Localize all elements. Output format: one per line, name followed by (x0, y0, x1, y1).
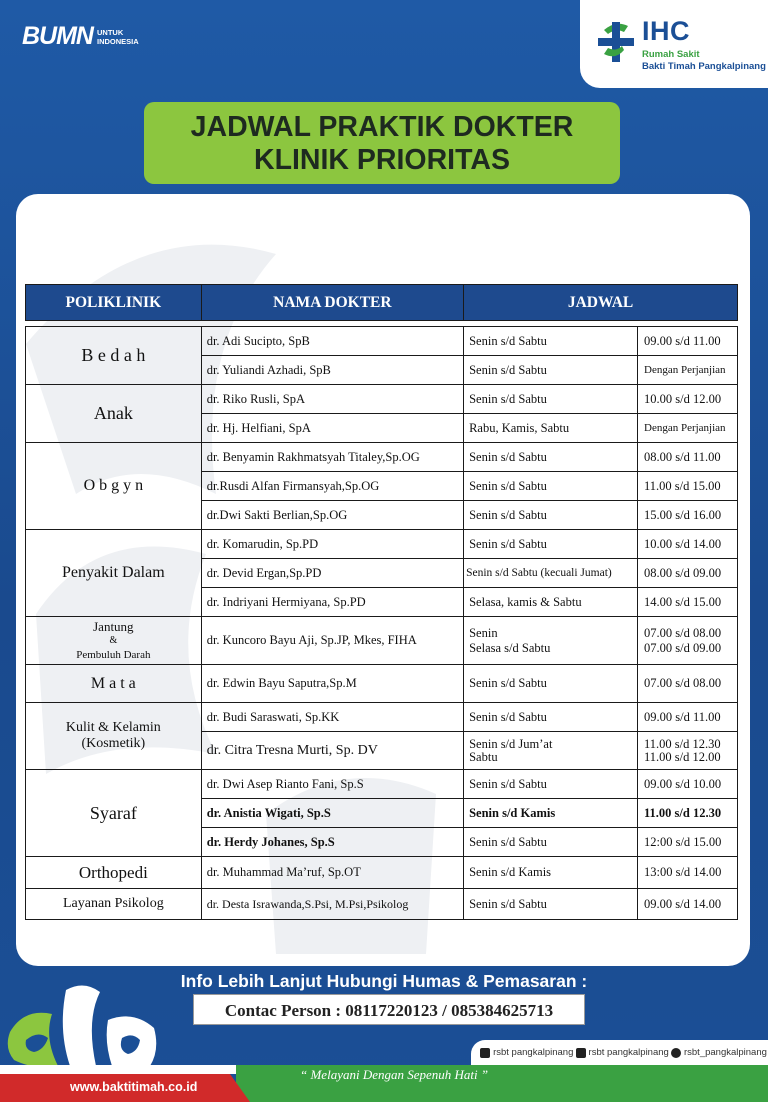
schedule-time: 08.00 s/d 09.00 (638, 559, 738, 588)
schedule-days: Senin s/d Sabtu (464, 665, 638, 703)
table-row (26, 443, 738, 472)
schedule-time: 12:00 s/d 15.00 (638, 828, 738, 857)
schedule-time: 09.00 s/d 10.00 (638, 770, 738, 799)
social-instagram-label: rsbt_pangkalpinang (683, 1047, 767, 1058)
social-instagram[interactable] (671, 1047, 767, 1058)
poli-jantung (26, 617, 202, 665)
schedule-time (638, 617, 738, 665)
website-link[interactable]: www.baktitimah.co.id (70, 1080, 198, 1094)
schedule-days: Senin s/d Sabtu (464, 356, 638, 385)
schedule-time: 10.00 s/d 12.00 (638, 385, 738, 414)
table-row (26, 770, 738, 799)
schedule-time: 14.00 s/d 15.00 (638, 588, 738, 617)
table-row (26, 665, 738, 703)
schedule-time: 07.00 s/d 08.00 (638, 665, 738, 703)
table-row (26, 889, 738, 920)
title-line-1: JADWAL PRAKTIK DOKTER (190, 111, 574, 143)
schedule-days: Senin s/d Sabtu (464, 501, 638, 530)
page-title (144, 102, 620, 184)
schedule-time: 11.00 s/d 12.30 (638, 799, 738, 828)
table-row (26, 530, 738, 559)
poli-mata: M a t a (26, 665, 202, 703)
youtube-icon (480, 1048, 490, 1058)
social-youtube[interactable] (480, 1047, 573, 1058)
schedule-days-2: Selasa s/d Sabtu (469, 640, 551, 655)
poli-obgyn: O b g y n (26, 443, 202, 530)
doctor-name: dr. Anistia Wigati, Sp.S (201, 799, 463, 828)
doctor-name: dr. Benyamin Rakhmatsyah Titaley,Sp.OG (201, 443, 463, 472)
bumn-sub (97, 28, 139, 46)
social-youtube-label: rsbt pangkalpinang (493, 1047, 574, 1058)
schedule-days (464, 617, 638, 665)
instagram-icon (671, 1048, 681, 1058)
doctor-name: dr. Desta Israwanda,S.Psi, M.Psi,Psikolog (201, 889, 463, 920)
doctor-name: dr. Riko Rusli, SpA (201, 385, 463, 414)
ihc-sub-2: Bakti Timah Pangkalpinang (642, 61, 766, 72)
poli-bedah: B e d a h (26, 327, 202, 385)
schedule-days: Senin s/d Sabtu (464, 828, 638, 857)
schedule-days: Senin s/d Kamis (464, 799, 638, 828)
schedule-time-1: 11.00 s/d 12.30 (644, 736, 721, 751)
schedule-time: Dengan Perjanjian (638, 414, 738, 443)
schedule-days: Senin s/d Sabtu (464, 889, 638, 920)
schedule-time: 09.00 s/d 11.00 (638, 327, 738, 356)
table-row (26, 857, 738, 889)
schedule-days (464, 732, 638, 770)
poli-anak: Anak (26, 385, 202, 443)
schedule-time: Dengan Perjanjian (638, 356, 738, 385)
schedule-time: 11.00 s/d 15.00 (638, 472, 738, 501)
schedule-days: Senin s/d Sabtu (464, 703, 638, 732)
contact-person: Contac Person : 08117220123 / 085384625713 (193, 994, 585, 1025)
info-text: Info Lebih Lanjut Hubungi Humas & Pemasaran : (180, 971, 588, 991)
schedule-time: 09.00 s/d 14.00 (638, 889, 738, 920)
table-header-row (26, 285, 738, 321)
doctor-name: dr. Adi Sucipto, SpB (201, 327, 463, 356)
schedule-time: 15.00 s/d 16.00 (638, 501, 738, 530)
schedule-days: Senin s/d Sabtu (kecuali Jumat) (464, 559, 638, 588)
header-jadwal: JADWAL (464, 285, 738, 321)
doctor-name: dr.Dwi Sakti Berlian,Sp.OG (201, 501, 463, 530)
schedule-time: 09.00 s/d 11.00 (638, 703, 738, 732)
title-line-2: KLINIK PRIORITAS (254, 144, 510, 176)
social-facebook-label: rsbt pangkalpinang (588, 1047, 669, 1058)
doctor-name: dr. Budi Saraswati, Sp.KK (201, 703, 463, 732)
doctor-name: dr. Edwin Bayu Saputra,Sp.M (201, 665, 463, 703)
ihc-cross-icon (594, 16, 638, 66)
schedule-days: Selasa, kamis & Sabtu (464, 588, 638, 617)
doctor-name: dr. Hj. Helfiani, SpA (201, 414, 463, 443)
social-bar (471, 1040, 768, 1065)
poli-syaraf: Syaraf (26, 770, 202, 857)
schedule-time-2: 07.00 s/d 09.00 (644, 640, 722, 655)
poli-orthopedi: Orthopedi (26, 857, 202, 889)
doctor-name: dr. Devid Ergan,Sp.PD (201, 559, 463, 588)
schedule-time (638, 732, 738, 770)
schedule-days: Senin s/d Kamis (464, 857, 638, 889)
schedule-card (16, 194, 750, 966)
table-row (26, 327, 738, 356)
poli-jantung-line-3: Pembuluh Darah (76, 648, 151, 661)
table-row (26, 703, 738, 732)
schedule-days: Senin s/d Sabtu (464, 530, 638, 559)
doctor-name: dr. Komarudin, Sp.PD (201, 530, 463, 559)
ihc-sub-1: Rumah Sakit (642, 49, 700, 60)
schedule-time-2: 11.00 s/d 12.00 (644, 749, 721, 764)
facebook-icon (576, 1048, 586, 1058)
bumn-logo (22, 22, 139, 51)
header-nama-dokter: NAMA DOKTER (201, 285, 463, 321)
doctor-name: dr. Dwi Asep Rianto Fani, Sp.S (201, 770, 463, 799)
schedule-time: 13:00 s/d 14.00 (638, 857, 738, 889)
ihc-logo-box (580, 0, 768, 88)
schedule-days-2: Sabtu (469, 749, 498, 764)
schedule-days-1: Senin s/d Jum’at (469, 736, 553, 751)
doctor-name: dr. Muhammad Ma’ruf, Sp.OT (201, 857, 463, 889)
poli-jantung-line-1: Jantung (93, 618, 134, 634)
bumn-word: BUMN (22, 22, 93, 50)
schedule-days: Senin s/d Sabtu (464, 770, 638, 799)
table-row (26, 385, 738, 414)
header-poliklinik: POLIKLINIK (26, 285, 202, 321)
schedule-days: Senin s/d Sabtu (464, 472, 638, 501)
poli-kulit-kelamin (26, 703, 202, 770)
schedule-time-1: 07.00 s/d 08.00 (644, 625, 722, 640)
schedule-table (25, 284, 738, 920)
schedule-time: 08.00 s/d 11.00 (638, 443, 738, 472)
doctor-name: dr. Citra Tresna Murti, Sp. DV (201, 732, 463, 770)
table-row (26, 617, 738, 665)
doctor-name: dr.Rusdi Alfan Firmansyah,Sp.OG (201, 472, 463, 501)
schedule-days: Senin s/d Sabtu (464, 385, 638, 414)
doctor-name: dr. Indriyani Hermiyana, Sp.PD (201, 588, 463, 617)
ihc-name: IHC (642, 16, 690, 46)
bumn-sub-2: INDONESIA (97, 36, 139, 46)
schedule-days: Senin s/d Sabtu (464, 443, 638, 472)
poli-kulit-line-2: (Kosmetik) (81, 736, 146, 751)
poli-psikolog: Layanan Psikolog (26, 889, 202, 920)
footer-white-strip (0, 1065, 236, 1074)
tagline: “ Melayani Dengan Sepenuh Hati ” (300, 1067, 489, 1082)
schedule-days: Senin s/d Sabtu (464, 327, 638, 356)
doctor-name: dr. Yuliandi Azhadi, SpB (201, 356, 463, 385)
poli-penyakit-dalam: Penyakit Dalam (26, 530, 202, 617)
social-facebook[interactable] (576, 1047, 669, 1058)
schedule-time: 10.00 s/d 14.00 (638, 530, 738, 559)
schedule-days: Rabu, Kamis, Sabtu (464, 414, 638, 443)
abh-leaf-logo (4, 980, 174, 1072)
poli-kulit-line-1: Kulit & Kelamin (65, 720, 161, 735)
doctor-name: dr. Herdy Johanes, Sp.S (201, 828, 463, 857)
bumn-sub-1: UNTUK (97, 27, 124, 37)
schedule-days-1: Senin (469, 625, 498, 640)
poli-jantung-line-2: & (109, 634, 118, 646)
doctor-name: dr. Kuncoro Bayu Aji, Sp.JP, Mkes, FIHA (201, 617, 463, 665)
